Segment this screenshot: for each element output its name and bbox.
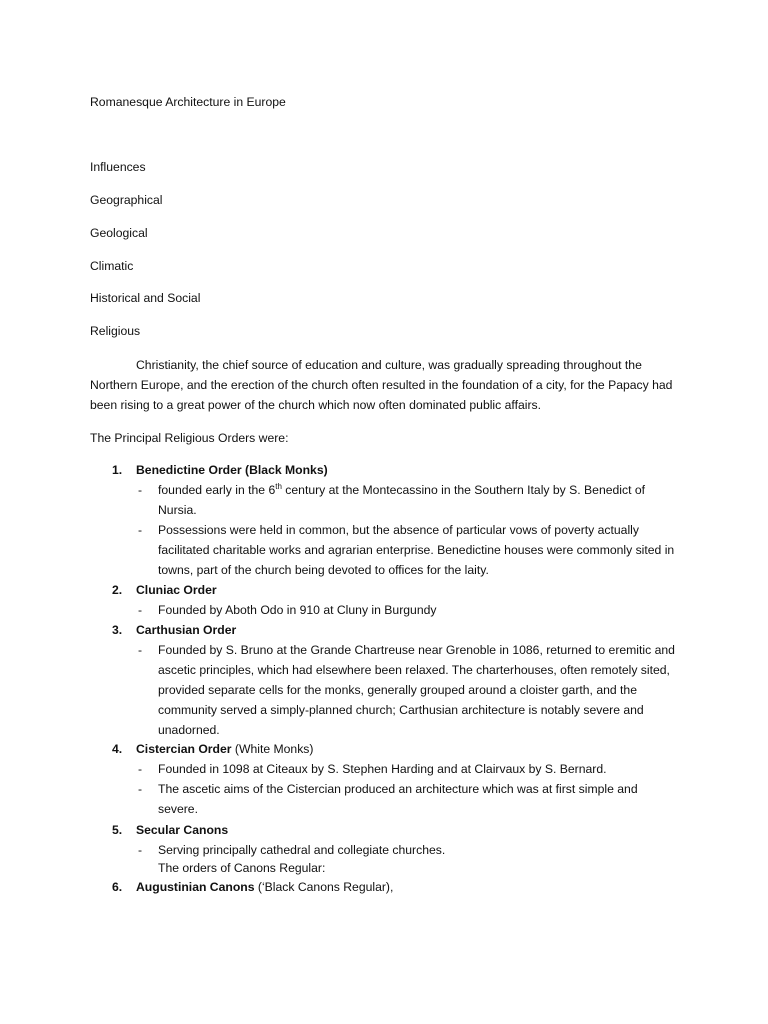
list-dash: - — [138, 782, 143, 796]
list-dash: - — [138, 603, 143, 617]
list-number: 6. — [112, 880, 123, 894]
list-dash: - — [138, 843, 143, 857]
list-dash: - — [138, 762, 143, 776]
list-dash: - — [138, 643, 143, 657]
order-title-bold: Cistercian Order — [136, 742, 232, 756]
heading-historical-social: Historical and Social — [90, 291, 201, 305]
order-title-rest: (‘Black Canons Regular), — [254, 880, 394, 894]
heading-religious: Religious — [90, 324, 141, 338]
order-title-cluniac: Cluniac Order — [136, 583, 217, 597]
heading-climatic: Climatic — [90, 259, 134, 273]
list-number: 2. — [112, 583, 123, 597]
list-number: 3. — [112, 623, 123, 637]
superscript: th — [275, 481, 282, 491]
benedictine-point-possessions: Possessions were held in common, but the absence of particular vows of poverty actually facilitated charitable works and agrarian enterprise. Benedictine houses were commonly sited in towns, part of the church being devoted to offices for the laity. — [158, 523, 675, 577]
benedictine-point-founded — [158, 480, 678, 520]
order-title-carthusian: Carthusian Order — [136, 623, 237, 637]
list-number: 1. — [112, 463, 123, 477]
text-fragment: century at the Montecassino in the Southern Italy by S. Benedict of Nursia. — [158, 483, 646, 517]
heading-geological: Geological — [90, 226, 148, 240]
secular-canons-point-serving: Serving principally cathedral and collegiate churches. — [158, 843, 446, 857]
list-dash: - — [138, 483, 143, 497]
list-number: 4. — [112, 742, 123, 756]
document-title: Romanesque Architecture in Europe — [90, 95, 286, 109]
cistercian-point-founded: Founded in 1098 at Citeaux by S. Stephen Harding and at Clairvaux by S. Bernard. — [158, 762, 607, 776]
list-number: 5. — [112, 823, 123, 837]
order-title-rest: (White Monks) — [231, 742, 314, 756]
cistercian-point-ascetic: The ascetic aims of the Cistercian produced an architecture which was at first simple and severe. — [158, 782, 638, 816]
text-fragment: founded early in the 6 — [158, 483, 276, 497]
carthusian-point-founded: Founded by S. Bruno at the Grande Chartreuse near Grenoble in 1086, returned to eremitic and ascetic principles, which had elsewhere been relaxed. The charterhouses, often remotely sited, provided separate cells for the monks, generally grouped around a cloister garth, and the community served a simply-planned church; Carthusian architecture is notably severe and unadorned. — [158, 643, 675, 737]
orders-intro: The Principal Religious Orders were: — [90, 431, 289, 445]
heading-influences: Influences — [90, 160, 146, 174]
canons-regular-note: The orders of Canons Regular: — [158, 861, 326, 875]
christianity-paragraph: Christianity, the chief source of education and culture, was gradually spreading throughout the Northern Europe, and the erection of the church often resulted in the foundation of a city, for the Papacy had been rising to a great power of the church which now often dominated public affairs. — [90, 358, 673, 412]
cluniac-point-founded: Founded by Aboth Odo in 910 at Cluny in Burgundy — [158, 603, 437, 617]
list-dash: - — [138, 523, 143, 537]
order-title-secular-canons: Secular Canons — [136, 823, 229, 837]
order-title-benedictine: Benedictine Order (Black Monks) — [136, 463, 328, 477]
heading-geographical: Geographical — [90, 193, 163, 207]
order-title-cistercian — [136, 739, 313, 759]
order-title-augustinian — [136, 877, 393, 897]
order-title-bold: Augustinian Canons — [136, 880, 255, 894]
